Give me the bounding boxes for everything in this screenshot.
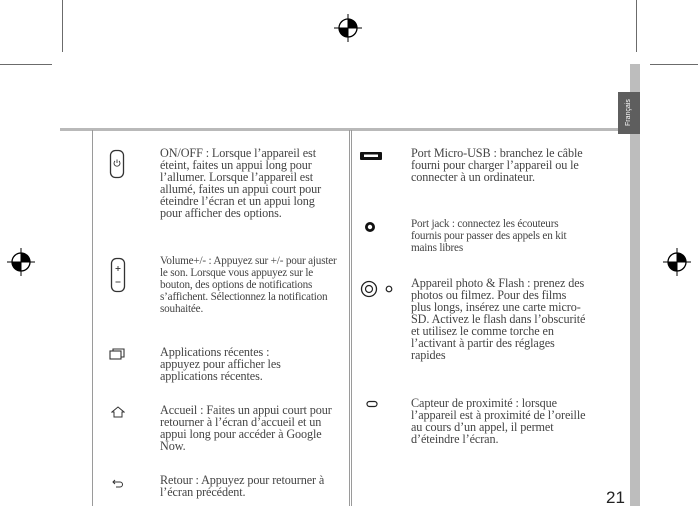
crop-mark-top-left-horizontal (0, 64, 52, 65)
language-tab: Français (618, 92, 640, 134)
camera-flash-icon (360, 280, 394, 298)
crop-mark-top-right-horizontal (650, 64, 698, 65)
volume-description: Volume+/- : Appuyez sur +/- pour ajuster le son. Lorsque vous appuyez sur le bouton, des options de notifications s’affichent. Sélectionnez la notification souhaitée. (160, 255, 337, 315)
registration-mark-right (662, 247, 692, 277)
back-description: Retour : Appuyez pour retourner à l’écran précédent. (160, 473, 325, 499)
proximity-sensor-icon (366, 400, 378, 408)
recent-apps-description: Applications récentes : appuyez pour afficher les applications récentes. (160, 345, 281, 383)
proximity-sensor-description: Capteur de proximité : lorsque l’appareil est à proximité de l’oreille au cours d’un appel, il permet d’éteindre l’écran. (411, 396, 586, 446)
headphone-jack-icon (364, 221, 376, 233)
back-icon (112, 478, 124, 488)
micro-usb-description: Port Micro-USB : branchez le câble fourni pour charger l’appareil ou le connecter à un ordinateur. (411, 146, 583, 184)
registration-mark-left (6, 247, 36, 277)
headphone-jack-description: Port jack : connectez les écouteurs fournis pour passer des appels en kit mains libres (411, 218, 567, 254)
crop-mark-top-left-vertical (62, 0, 63, 52)
camera-flash-description: Appareil photo & Flash : prenez des photos ou filmez. Pour des films plus longs, insérez une carte micro-SD. Activez le flash dans l’obscurité et utilisez le comme torche en l’activant à partir des réglages rapides (411, 276, 586, 362)
home-description: Accueil : Faites un appui court pour retourner à l’écran d’accueil et un appui long pour accéder à Google Now. (160, 403, 332, 453)
registration-mark-top (333, 13, 363, 43)
page-number: 21 (606, 488, 625, 507)
recent-apps-icon (109, 348, 125, 360)
power-description: ON/OFF : Lorsque l’appareil est éteint, faites un appui long pour l’allumer. Lorsque l’appareil est allumé, faites un appui court pour éteindre l’écran et un appui long pour afficher des options. (160, 146, 322, 220)
volume-button-icon (110, 257, 126, 293)
home-icon (111, 406, 125, 418)
micro-usb-port-icon (359, 151, 383, 161)
power-button-icon (109, 149, 125, 179)
crop-mark-top-right-vertical (636, 0, 637, 52)
